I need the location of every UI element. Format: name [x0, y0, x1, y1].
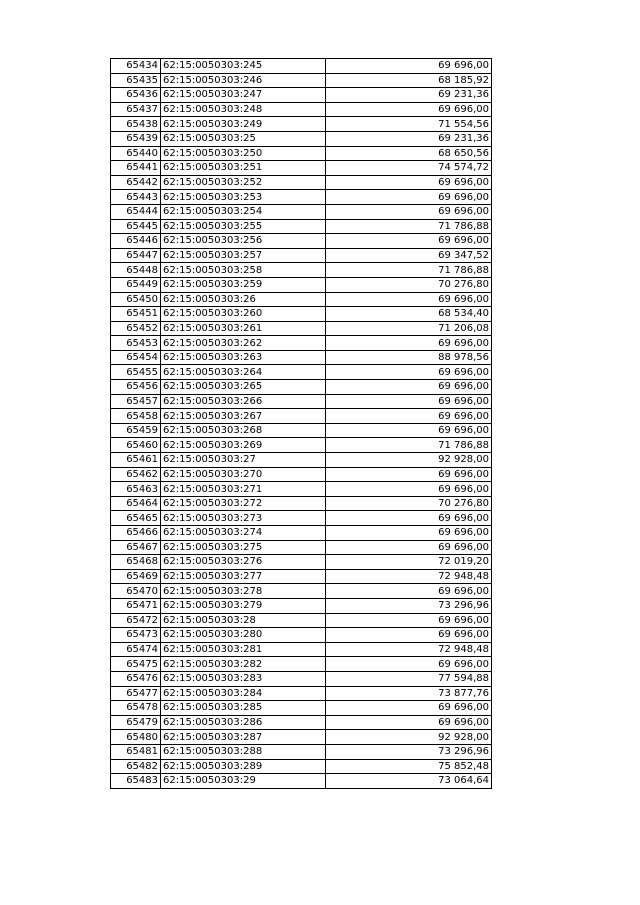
table-row: [111, 146, 492, 161]
value-cell: 68 185,92: [326, 73, 492, 88]
table-row: [111, 423, 492, 438]
cadastral-number-cell: 62:15:0050303:271: [161, 482, 326, 497]
row-number-cell: 65462: [111, 467, 161, 482]
table-row: [111, 569, 492, 584]
row-number-cell: 65473: [111, 628, 161, 643]
value-cell: 69 696,00: [326, 526, 492, 541]
value-cell: 69 696,00: [326, 394, 492, 409]
row-number-cell: 65472: [111, 613, 161, 628]
cadastral-number-cell: 62:15:0050303:28: [161, 613, 326, 628]
table-row: [111, 117, 492, 132]
table-row: [111, 438, 492, 453]
table-row: [111, 219, 492, 234]
row-number-cell: 65446: [111, 234, 161, 249]
value-cell: 69 696,00: [326, 540, 492, 555]
row-number-cell: 65435: [111, 73, 161, 88]
cadastral-number-cell: 62:15:0050303:262: [161, 336, 326, 351]
value-cell: 71 786,88: [326, 219, 492, 234]
cadastral-number-cell: 62:15:0050303:281: [161, 642, 326, 657]
row-number-cell: 65440: [111, 146, 161, 161]
cadastral-number-cell: 62:15:0050303:274: [161, 526, 326, 541]
value-cell: 69 696,00: [326, 380, 492, 395]
row-number-cell: 65479: [111, 715, 161, 730]
cadastral-number-cell: 62:15:0050303:273: [161, 511, 326, 526]
table-row: [111, 88, 492, 103]
value-cell: 68 534,40: [326, 307, 492, 322]
cadastral-number-cell: 62:15:0050303:249: [161, 117, 326, 132]
cadastral-number-cell: 62:15:0050303:253: [161, 190, 326, 205]
cadastral-number-cell: 62:15:0050303:275: [161, 540, 326, 555]
row-number-cell: 65471: [111, 598, 161, 613]
cadastral-number-cell: 62:15:0050303:278: [161, 584, 326, 599]
table-row: [111, 511, 492, 526]
table-row: [111, 350, 492, 365]
cadastral-number-cell: 62:15:0050303:280: [161, 628, 326, 643]
value-cell: 69 696,00: [326, 628, 492, 643]
cadastral-number-cell: 62:15:0050303:26: [161, 292, 326, 307]
cadastral-number-cell: 62:15:0050303:269: [161, 438, 326, 453]
table-row: [111, 584, 492, 599]
table-row: [111, 642, 492, 657]
cadastral-number-cell: 62:15:0050303:252: [161, 175, 326, 190]
table-row: [111, 453, 492, 468]
cadastral-number-cell: 62:15:0050303:247: [161, 88, 326, 103]
cadastral-number-cell: 62:15:0050303:283: [161, 671, 326, 686]
table-row: [111, 774, 492, 789]
cadastral-number-cell: 62:15:0050303:25: [161, 131, 326, 146]
row-number-cell: 65457: [111, 394, 161, 409]
table-row: [111, 131, 492, 146]
cadastral-number-cell: 62:15:0050303:256: [161, 234, 326, 249]
cadastral-number-cell: 62:15:0050303:261: [161, 321, 326, 336]
value-cell: 72 948,48: [326, 642, 492, 657]
cadastral-number-cell: 62:15:0050303:258: [161, 263, 326, 278]
value-cell: 69 696,00: [326, 467, 492, 482]
value-cell: 69 696,00: [326, 613, 492, 628]
row-number-cell: 65469: [111, 569, 161, 584]
table-row: [111, 409, 492, 424]
value-cell: 69 696,00: [326, 482, 492, 497]
value-cell: 72 948,48: [326, 569, 492, 584]
value-cell: 72 019,20: [326, 555, 492, 570]
cadastral-number-cell: 62:15:0050303:248: [161, 102, 326, 117]
value-cell: 92 928,00: [326, 453, 492, 468]
cadastral-number-cell: 62:15:0050303:265: [161, 380, 326, 395]
cadastral-number-cell: 62:15:0050303:250: [161, 146, 326, 161]
cadastral-number-cell: 62:15:0050303:287: [161, 730, 326, 745]
cadastral-number-cell: 62:15:0050303:267: [161, 409, 326, 424]
row-number-cell: 65436: [111, 88, 161, 103]
cadastral-number-cell: 62:15:0050303:285: [161, 701, 326, 716]
table-row: [111, 336, 492, 351]
row-number-cell: 65482: [111, 759, 161, 774]
table-row: [111, 759, 492, 774]
value-cell: 69 696,00: [326, 511, 492, 526]
table-row: [111, 292, 492, 307]
value-cell: 69 696,00: [326, 102, 492, 117]
cadastral-number-cell: 62:15:0050303:255: [161, 219, 326, 234]
value-cell: 88 978,56: [326, 350, 492, 365]
row-number-cell: 65447: [111, 248, 161, 263]
cadastral-number-cell: 62:15:0050303:284: [161, 686, 326, 701]
row-number-cell: 65444: [111, 204, 161, 219]
row-number-cell: 65451: [111, 307, 161, 322]
cadastral-number-cell: 62:15:0050303:270: [161, 467, 326, 482]
table-body: [111, 59, 492, 789]
row-number-cell: 65477: [111, 686, 161, 701]
cadastral-number-cell: 62:15:0050303:245: [161, 59, 326, 74]
table-row: [111, 59, 492, 74]
table-row: [111, 657, 492, 672]
row-number-cell: 65463: [111, 482, 161, 497]
value-cell: 69 347,52: [326, 248, 492, 263]
table-row: [111, 526, 492, 541]
row-number-cell: 65458: [111, 409, 161, 424]
value-cell: 73 296,96: [326, 744, 492, 759]
row-number-cell: 65460: [111, 438, 161, 453]
table-row: [111, 701, 492, 716]
value-cell: 71 206,08: [326, 321, 492, 336]
row-number-cell: 65470: [111, 584, 161, 599]
cadastral-number-cell: 62:15:0050303:263: [161, 350, 326, 365]
row-number-cell: 65476: [111, 671, 161, 686]
value-cell: 69 696,00: [326, 409, 492, 424]
table-row: [111, 598, 492, 613]
row-number-cell: 65449: [111, 277, 161, 292]
row-number-cell: 65464: [111, 496, 161, 511]
value-cell: 68 650,56: [326, 146, 492, 161]
row-number-cell: 65445: [111, 219, 161, 234]
row-number-cell: 65480: [111, 730, 161, 745]
table-row: [111, 175, 492, 190]
value-cell: 69 696,00: [326, 292, 492, 307]
row-number-cell: 65454: [111, 350, 161, 365]
row-number-cell: 65437: [111, 102, 161, 117]
row-number-cell: 65441: [111, 161, 161, 176]
value-cell: 71 786,88: [326, 438, 492, 453]
row-number-cell: 65439: [111, 131, 161, 146]
value-cell: 69 696,00: [326, 175, 492, 190]
cadastral-number-cell: 62:15:0050303:27: [161, 453, 326, 468]
row-number-cell: 65434: [111, 59, 161, 74]
cadastral-number-cell: 62:15:0050303:277: [161, 569, 326, 584]
row-number-cell: 65438: [111, 117, 161, 132]
row-number-cell: 65448: [111, 263, 161, 278]
table-row: [111, 394, 492, 409]
value-cell: 69 696,00: [326, 657, 492, 672]
value-cell: 69 231,36: [326, 88, 492, 103]
row-number-cell: 65461: [111, 453, 161, 468]
row-number-cell: 65483: [111, 774, 161, 789]
table-row: [111, 613, 492, 628]
table-row: [111, 277, 492, 292]
table-row: [111, 102, 492, 117]
table-row: [111, 686, 492, 701]
table-row: [111, 321, 492, 336]
row-number-cell: 65467: [111, 540, 161, 555]
table-row: [111, 161, 492, 176]
row-number-cell: 65468: [111, 555, 161, 570]
table-row: [111, 671, 492, 686]
value-cell: 77 594,88: [326, 671, 492, 686]
row-number-cell: 65478: [111, 701, 161, 716]
value-cell: 69 696,00: [326, 190, 492, 205]
cadastral-number-cell: 62:15:0050303:257: [161, 248, 326, 263]
value-cell: 69 696,00: [326, 59, 492, 74]
row-number-cell: 65459: [111, 423, 161, 438]
cadastral-number-cell: 62:15:0050303:251: [161, 161, 326, 176]
cadastral-number-cell: 62:15:0050303:260: [161, 307, 326, 322]
table-row: [111, 467, 492, 482]
value-cell: 69 696,00: [326, 715, 492, 730]
value-cell: 70 276,80: [326, 496, 492, 511]
value-cell: 69 696,00: [326, 423, 492, 438]
row-number-cell: 65450: [111, 292, 161, 307]
value-cell: 69 696,00: [326, 365, 492, 380]
value-cell: 75 852,48: [326, 759, 492, 774]
row-number-cell: 65443: [111, 190, 161, 205]
cadastral-value-table: [110, 58, 492, 789]
table-row: [111, 744, 492, 759]
table-row: [111, 365, 492, 380]
cadastral-number-cell: 62:15:0050303:276: [161, 555, 326, 570]
cadastral-number-cell: 62:15:0050303:266: [161, 394, 326, 409]
cadastral-number-cell: 62:15:0050303:259: [161, 277, 326, 292]
table-row: [111, 380, 492, 395]
table-row: [111, 730, 492, 745]
table-row: [111, 263, 492, 278]
value-cell: 69 696,00: [326, 204, 492, 219]
cadastral-number-cell: 62:15:0050303:279: [161, 598, 326, 613]
cadastral-number-cell: 62:15:0050303:264: [161, 365, 326, 380]
row-number-cell: 65453: [111, 336, 161, 351]
cadastral-number-cell: 62:15:0050303:288: [161, 744, 326, 759]
table-row: [111, 628, 492, 643]
value-cell: 73 877,76: [326, 686, 492, 701]
row-number-cell: 65466: [111, 526, 161, 541]
cadastral-number-cell: 62:15:0050303:272: [161, 496, 326, 511]
cadastral-number-cell: 62:15:0050303:286: [161, 715, 326, 730]
table-row: [111, 248, 492, 263]
cadastral-number-cell: 62:15:0050303:246: [161, 73, 326, 88]
cadastral-number-cell: 62:15:0050303:282: [161, 657, 326, 672]
value-cell: 92 928,00: [326, 730, 492, 745]
table-row: [111, 73, 492, 88]
cadastral-number-cell: 62:15:0050303:289: [161, 759, 326, 774]
value-cell: 73 064,64: [326, 774, 492, 789]
table-row: [111, 496, 492, 511]
row-number-cell: 65452: [111, 321, 161, 336]
value-cell: 70 276,80: [326, 277, 492, 292]
table-row: [111, 204, 492, 219]
cadastral-number-cell: 62:15:0050303:254: [161, 204, 326, 219]
row-number-cell: 65481: [111, 744, 161, 759]
value-cell: 69 696,00: [326, 234, 492, 249]
value-cell: 71 554,56: [326, 117, 492, 132]
cadastral-number-cell: 62:15:0050303:29: [161, 774, 326, 789]
table-row: [111, 234, 492, 249]
row-number-cell: 65465: [111, 511, 161, 526]
table-row: [111, 307, 492, 322]
value-cell: 69 696,00: [326, 584, 492, 599]
table-row: [111, 715, 492, 730]
value-cell: 69 696,00: [326, 701, 492, 716]
row-number-cell: 65442: [111, 175, 161, 190]
value-cell: 71 786,88: [326, 263, 492, 278]
row-number-cell: 65474: [111, 642, 161, 657]
table-row: [111, 555, 492, 570]
row-number-cell: 65455: [111, 365, 161, 380]
value-cell: 74 574,72: [326, 161, 492, 176]
table-row: [111, 540, 492, 555]
table-row: [111, 482, 492, 497]
value-cell: 73 296,96: [326, 598, 492, 613]
value-cell: 69 231,36: [326, 131, 492, 146]
value-cell: 69 696,00: [326, 336, 492, 351]
row-number-cell: 65475: [111, 657, 161, 672]
cadastral-number-cell: 62:15:0050303:268: [161, 423, 326, 438]
row-number-cell: 65456: [111, 380, 161, 395]
table-row: [111, 190, 492, 205]
